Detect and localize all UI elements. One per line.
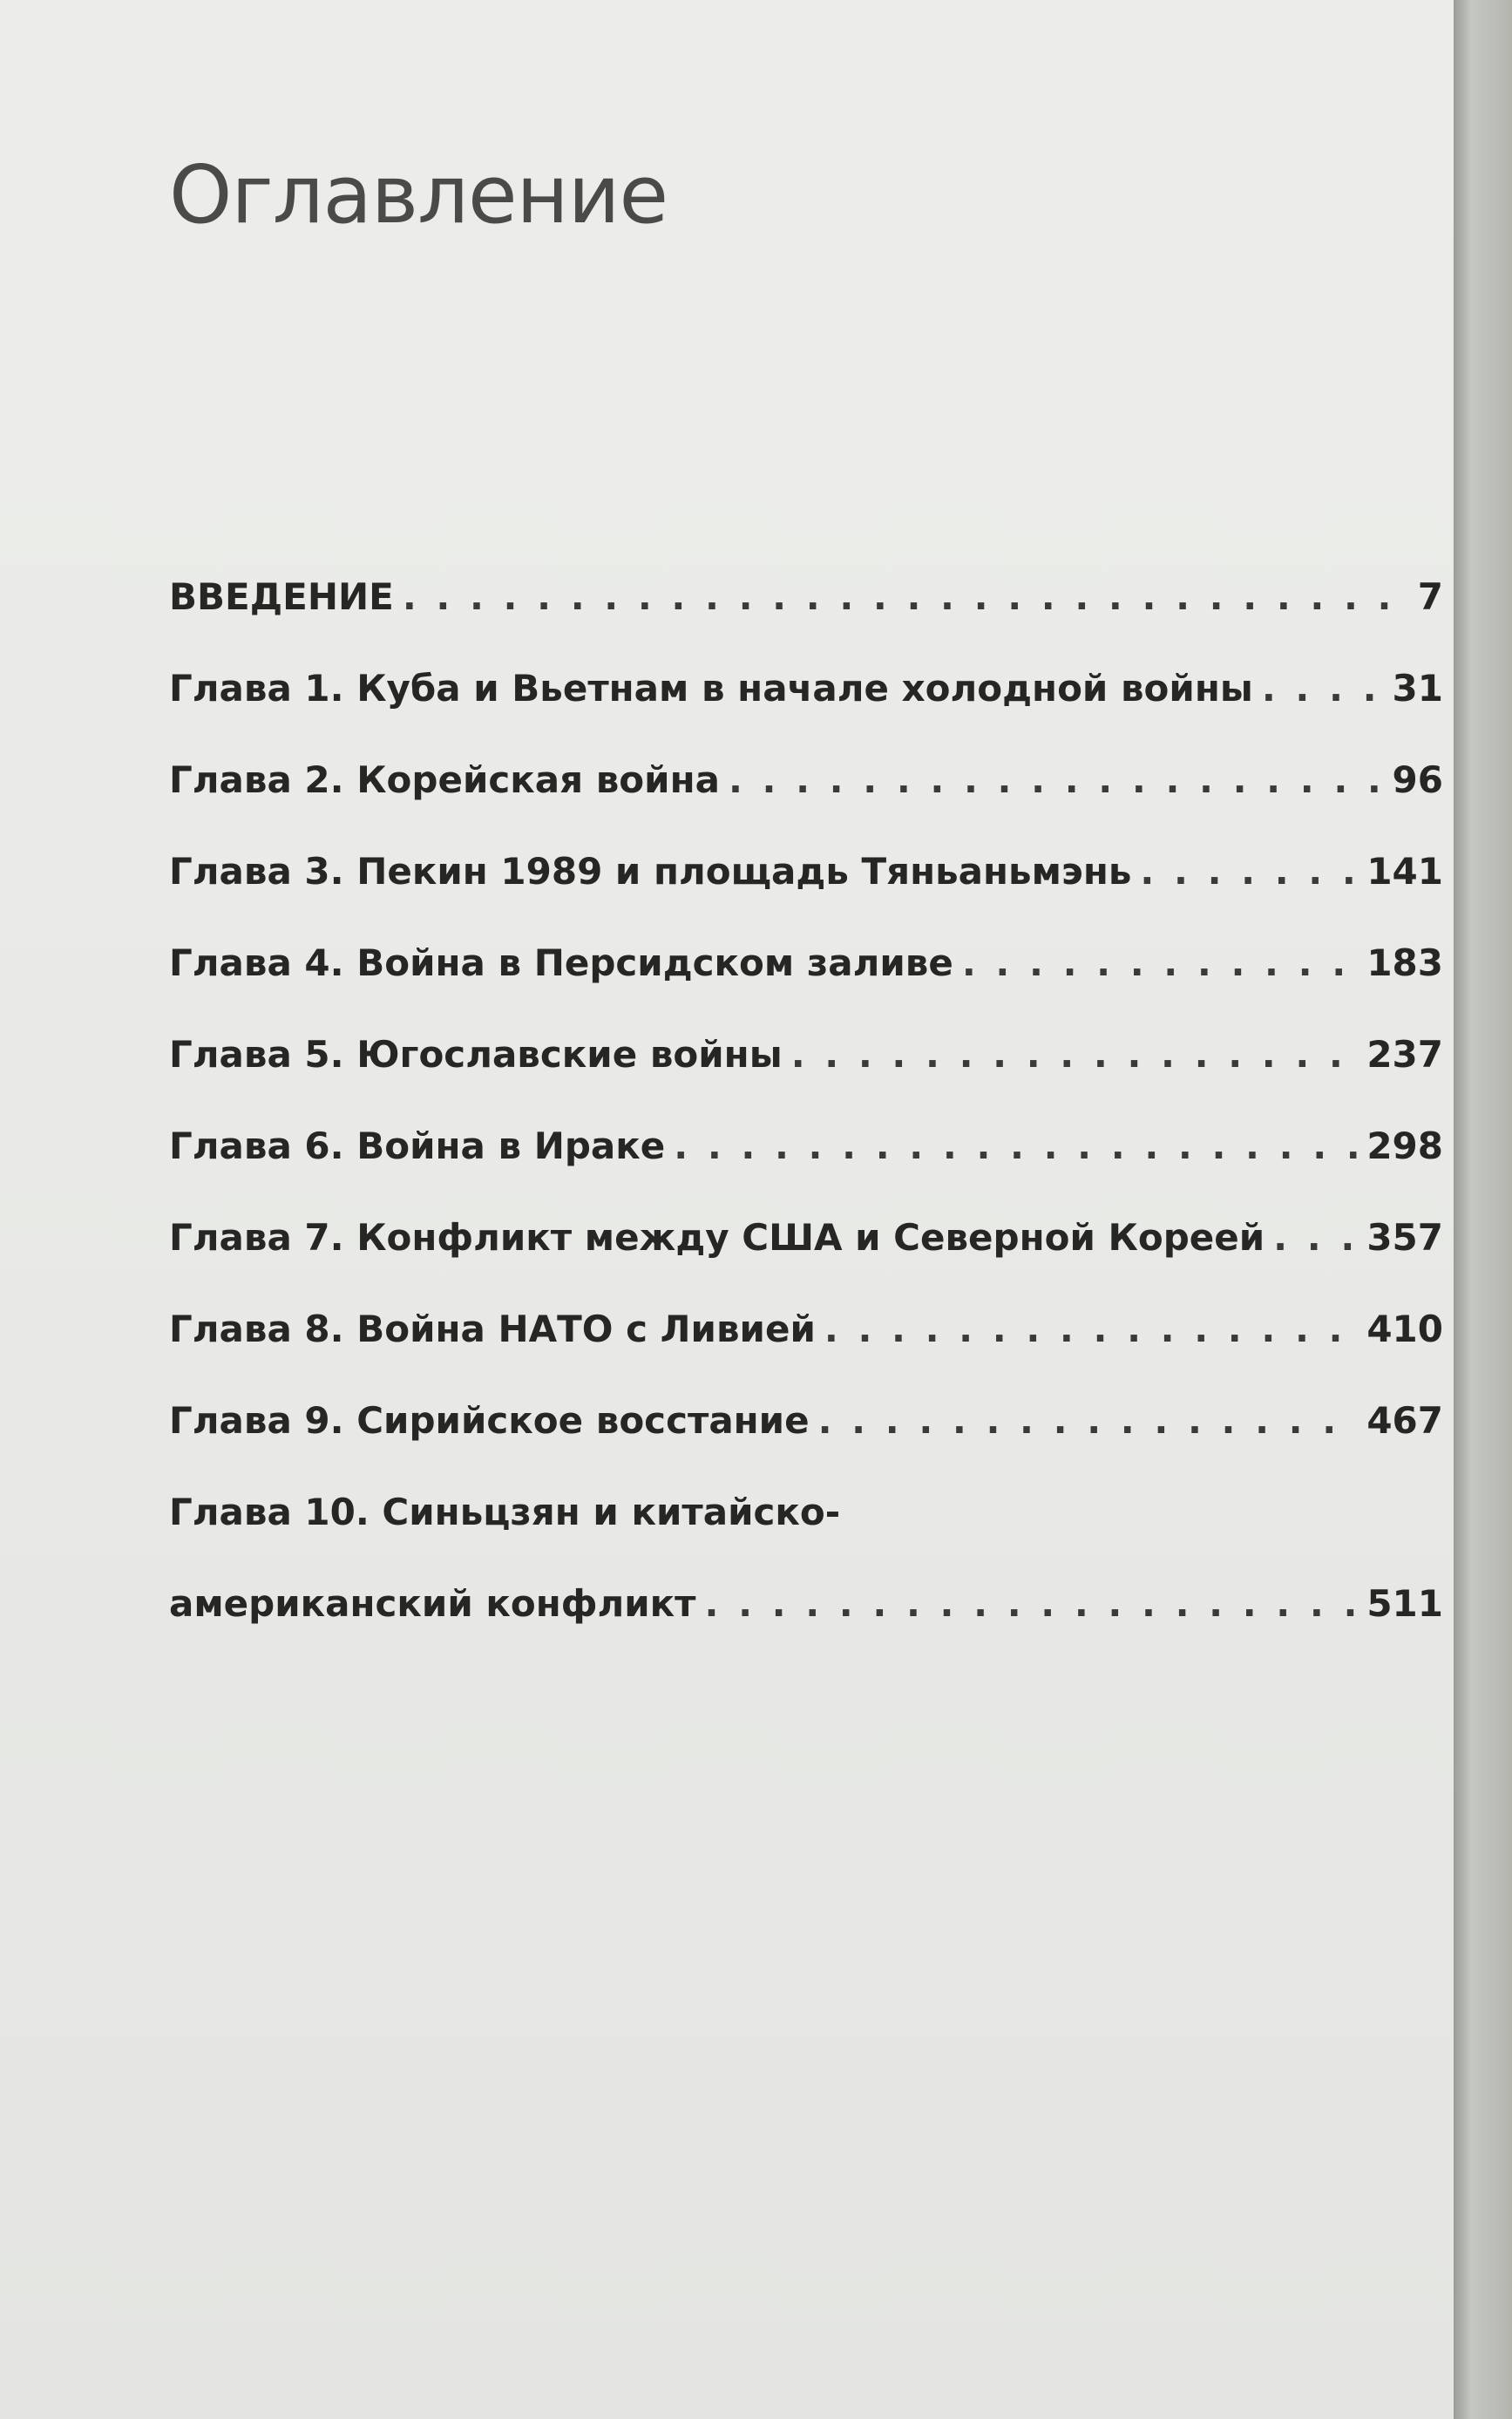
- toc-entry-page: 183: [1366, 941, 1443, 984]
- table-of-contents: [169, 575, 1443, 1652]
- toc-leader-dots: [1262, 667, 1384, 710]
- toc-entry-label: Глава 5. Югославские войны: [169, 1033, 783, 1076]
- toc-entry-page: 298: [1366, 1125, 1443, 1167]
- toc-leader-dots: [674, 1125, 1358, 1167]
- toc-entry-label: Глава 2. Корейская война: [169, 758, 720, 801]
- toc-entry-label-line1: Глава 10. Синьцзян и китайско-: [169, 1491, 841, 1533]
- toc-entry-chapter-10: [169, 1491, 1443, 1652]
- toc-entry-label: ВВЕДЕНИЕ: [169, 575, 394, 618]
- toc-entry-chapter-6: [169, 1125, 1443, 1216]
- toc-leader-dots: [791, 1033, 1359, 1076]
- toc-entry-chapter-8: [169, 1308, 1443, 1399]
- toc-entry-label: Глава 9. Сирийское восстание: [169, 1399, 810, 1442]
- toc-entry-label: Глава 1. Куба и Вьетнам в начале холодной войны: [169, 667, 1253, 710]
- toc-entry-chapter-1: [169, 667, 1443, 758]
- toc-entry-page: 357: [1366, 1216, 1443, 1259]
- toc-entry-label: Глава 7. Конфликт между США и Северной Кореей: [169, 1216, 1265, 1259]
- toc-entry-page: 410: [1366, 1308, 1443, 1350]
- toc-entry-line2: [169, 1582, 1443, 1652]
- toc-entry-label: Глава 8. Война НАТО с Ливией: [169, 1308, 816, 1350]
- toc-entry-page: 141: [1366, 850, 1443, 893]
- toc-entry-chapter-5: [169, 1033, 1443, 1125]
- toc-entry-chapter-3: [169, 850, 1443, 941]
- toc-entry-label: Глава 4. Война в Персидском заливе: [169, 941, 953, 984]
- toc-entry-chapter-2: [169, 758, 1443, 850]
- toc-leader-dots: [1140, 850, 1358, 893]
- toc-entry-label: Глава 6. Война в Ираке: [169, 1125, 666, 1167]
- toc-entry-page: 7: [1417, 575, 1443, 618]
- toc-entry-page: 96: [1392, 758, 1443, 801]
- toc-entry-page: 237: [1366, 1033, 1443, 1076]
- toc-entry-page: 467: [1366, 1399, 1443, 1442]
- toc-leader-dots: [1273, 1216, 1358, 1259]
- toc-leader-dots: [705, 1582, 1359, 1625]
- toc-entry-label: Глава 3. Пекин 1989 и площадь Тяньаньмэнь: [169, 850, 1132, 893]
- toc-leader-dots: [962, 941, 1358, 984]
- toc-entry-page: 31: [1392, 667, 1443, 710]
- page-edge-shadow: [1454, 0, 1512, 2419]
- toc-entry-chapter-7: [169, 1216, 1443, 1308]
- toc-leader-dots: [403, 575, 1409, 618]
- toc-entry-label-line2: американский конфликт: [169, 1582, 696, 1625]
- toc-leader-dots: [818, 1399, 1359, 1442]
- toc-leader-dots: [729, 758, 1384, 801]
- toc-entry-introduction: [169, 575, 1443, 667]
- page-title: Оглавление: [169, 148, 668, 241]
- toc-entry-chapter-4: [169, 941, 1443, 1033]
- toc-entry-page: 511: [1366, 1582, 1443, 1625]
- toc-entry-chapter-9: [169, 1399, 1443, 1491]
- toc-leader-dots: [824, 1308, 1358, 1350]
